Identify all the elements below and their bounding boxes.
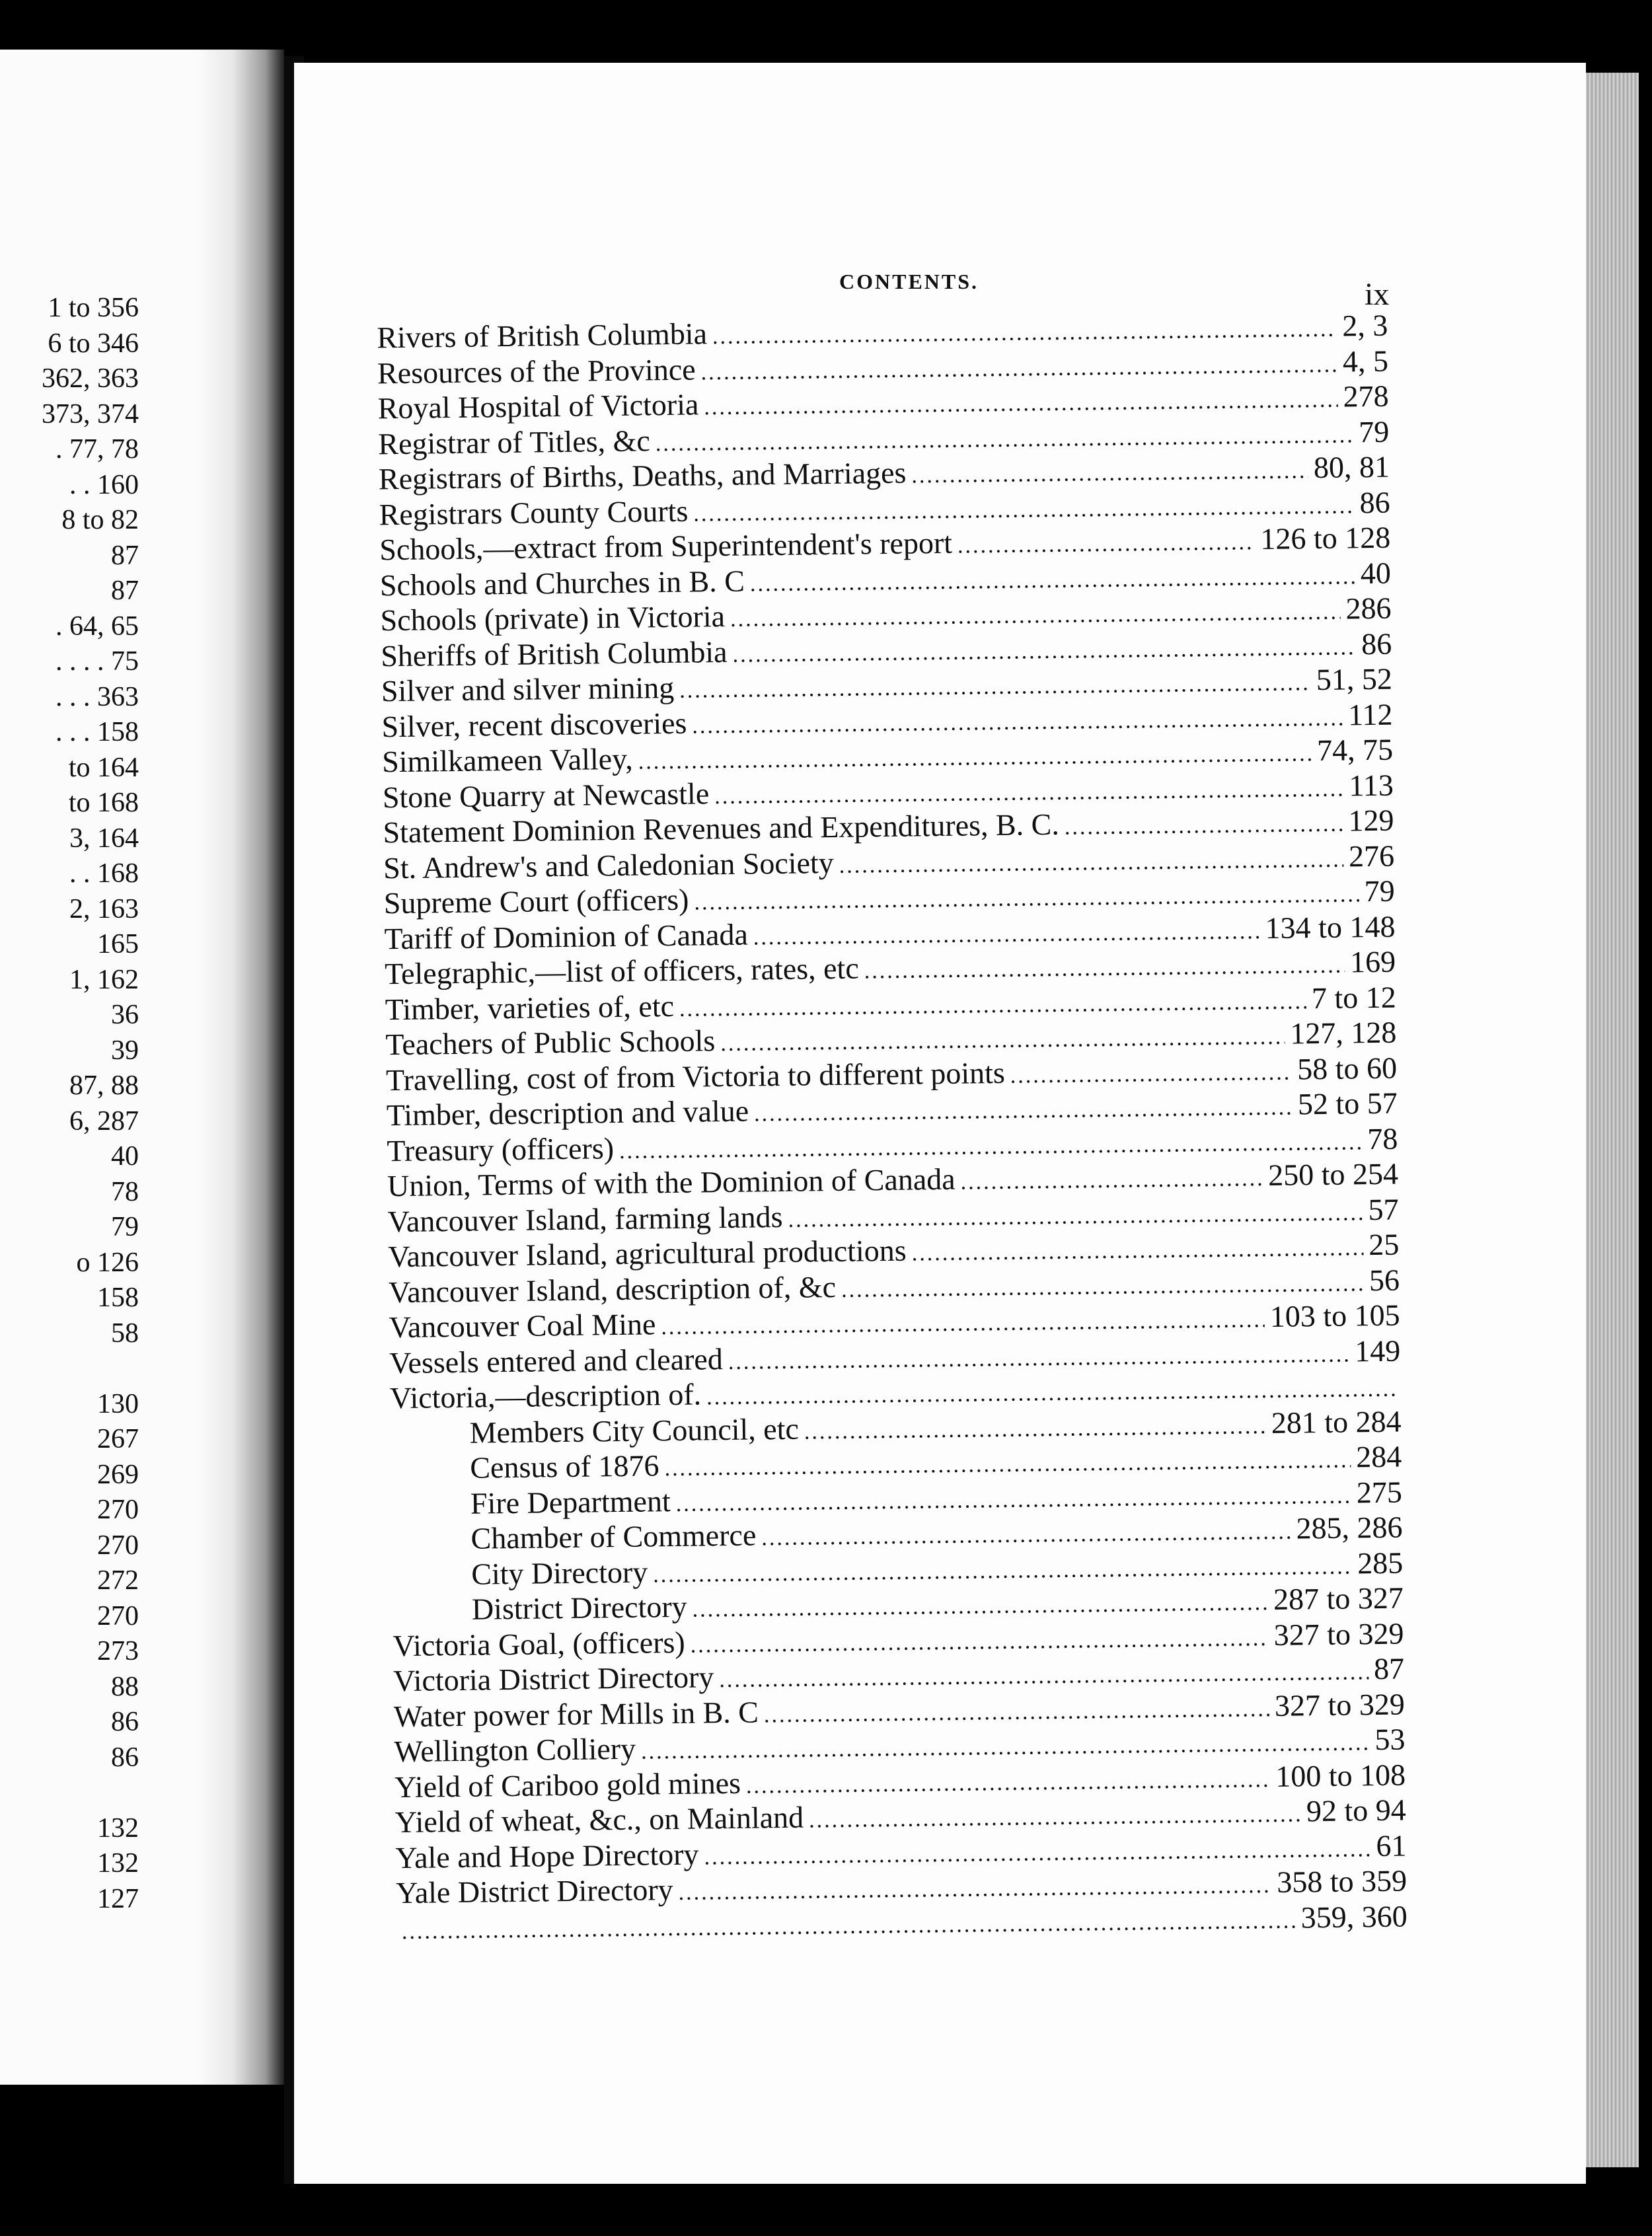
entry-label: Vessels entered and cleared xyxy=(389,1341,724,1380)
left-page-number: 165 xyxy=(97,929,139,959)
entry-label: Chamber of Commerce xyxy=(470,1518,757,1555)
entry-label: Yield of wheat, &c., on Mainland xyxy=(394,1800,804,1840)
entry-pages: 281 to 284 xyxy=(1271,1404,1402,1440)
dot-leader xyxy=(753,919,1260,950)
dot-leader xyxy=(911,459,1308,488)
entry-label: Census of 1876 xyxy=(469,1448,659,1485)
entry-label: Vancouver Island, description of, &c xyxy=(388,1269,837,1309)
left-page-numbers xyxy=(0,291,139,1917)
entry-pages: 79 xyxy=(1358,414,1390,449)
entry-label: District Directory xyxy=(471,1589,687,1626)
dot-leader xyxy=(960,1166,1263,1195)
entry-pages: 359, 360 xyxy=(1300,1898,1408,1934)
entry-pages: 113 xyxy=(1349,768,1394,802)
entry-pages: 103 to 105 xyxy=(1269,1298,1400,1333)
entry-label: Registrar of Titles, &c xyxy=(378,423,651,461)
left-page-number: 272 xyxy=(97,1565,139,1596)
left-page-number: 6, 287 xyxy=(69,1105,139,1137)
dot-leader xyxy=(864,953,1345,985)
entry-label: Victoria,—description of. xyxy=(389,1377,702,1415)
entry-label: Supreme Court (officers) xyxy=(383,882,689,920)
entry-label: Telegraphic,—list of officers, rates, etc xyxy=(384,951,859,991)
entry-label: Yale District Directory xyxy=(395,1873,673,1910)
entry-label: Wellington Colliery xyxy=(394,1731,636,1769)
entry-label: Yield of Cariboo gold mines xyxy=(394,1766,741,1804)
entry-label: Victoria District Directory xyxy=(393,1660,714,1698)
entry-pages: 286 xyxy=(1345,591,1392,626)
entry-pages: 149 xyxy=(1354,1333,1401,1368)
left-page-number: 373, 374 xyxy=(42,398,139,429)
left-page-number: 132 xyxy=(97,1812,139,1844)
left-page-number: 87, 88 xyxy=(69,1070,139,1101)
entry-label: Sheriffs of British Columbia xyxy=(380,634,728,673)
left-page-number: 267 xyxy=(97,1424,139,1454)
entry-pages: 275 xyxy=(1356,1475,1403,1509)
entry-pages: 358 to 359 xyxy=(1276,1863,1408,1899)
entry-label: Timber, description and value xyxy=(386,1094,749,1133)
left-page-number: 132 xyxy=(97,1848,139,1879)
entry-pages: 327 to 329 xyxy=(1274,1686,1406,1723)
dot-leader xyxy=(839,847,1344,878)
entry-label: Vancouver Coal Mine xyxy=(389,1307,656,1345)
left-page-number: 1, 162 xyxy=(69,964,139,995)
entry-pages: 78 xyxy=(1367,1121,1398,1156)
left-page-number: 270 xyxy=(97,1495,139,1525)
left-page-number: 78 xyxy=(111,1176,139,1207)
entry-pages: 134 to 148 xyxy=(1265,909,1396,945)
entry-pages: 278 xyxy=(1343,379,1389,414)
entry-pages: 127, 128 xyxy=(1290,1015,1397,1051)
dot-leader xyxy=(911,1236,1363,1266)
page-edges xyxy=(1586,73,1639,2167)
left-page-number: . 77, 78 xyxy=(56,434,139,465)
entry-label: Schools,—extract from Superintendent's report xyxy=(379,525,953,567)
left-page-number: o 126 xyxy=(76,1247,139,1278)
entry-label: Stone Quarry at Newcastle xyxy=(382,776,710,814)
entry-pages: 4, 5 xyxy=(1342,344,1389,378)
entry-pages: 285 xyxy=(1357,1546,1404,1580)
left-page-number: 1 to 356 xyxy=(48,293,139,323)
entry-pages: 100 to 108 xyxy=(1275,1757,1406,1793)
dot-leader xyxy=(1010,1060,1293,1088)
left-page-number: 130 xyxy=(97,1388,139,1419)
entry-label: Registrars County Courts xyxy=(379,494,689,531)
entry-label: Vancouver Island, farming lands xyxy=(387,1199,783,1238)
left-page-number: . . 168 xyxy=(69,858,139,889)
left-page-number: 58 xyxy=(111,1318,139,1349)
dot-leader xyxy=(957,530,1256,559)
entry-label: Resources of the Province xyxy=(377,352,696,390)
left-page-number: 270 xyxy=(97,1530,139,1561)
entry-pages: 129 xyxy=(1348,803,1394,838)
entry-label: Rivers of British Columbia xyxy=(377,317,708,355)
entry-pages: 126 to 128 xyxy=(1260,520,1391,556)
left-page-number: 127 xyxy=(97,1883,139,1914)
contents-list xyxy=(377,308,1408,1947)
entry-label: Registrars of Births, Deaths, and Marriages xyxy=(378,455,907,496)
left-page-number: 39 xyxy=(111,1035,139,1066)
left-page-number: 270 xyxy=(97,1600,139,1631)
left-page-number: 3, 164 xyxy=(69,823,139,854)
entry-pages: 2, 3 xyxy=(1341,308,1388,343)
entry-pages: 169 xyxy=(1349,944,1396,979)
left-page-number: 2, 163 xyxy=(69,893,139,924)
entry-pages: 74, 75 xyxy=(1316,732,1394,768)
dot-leader xyxy=(761,1520,1291,1551)
entry-label: Similkameen Valley, xyxy=(381,741,633,779)
dot-leader xyxy=(1065,812,1343,840)
left-page-number: 79 xyxy=(111,1212,139,1242)
entry-label: Union, Terms of with the Dominion of Canada xyxy=(387,1162,956,1203)
entry-label: Travelling, cost of from Victoria to different points xyxy=(385,1055,1006,1097)
dot-leader xyxy=(804,1414,1266,1445)
entry-label: Tariff of Dominion of Canada xyxy=(384,917,749,955)
entry-pages: 7 to 12 xyxy=(1311,980,1396,1015)
entry-pages: 56 xyxy=(1369,1263,1400,1297)
entry-label: Teachers of Public Schools xyxy=(385,1024,716,1062)
left-page-number: 269 xyxy=(97,1459,139,1490)
entry-label: Members City Council, etc xyxy=(469,1411,800,1450)
left-page-number: 86 xyxy=(111,1742,139,1773)
left-page-number: 8 to 82 xyxy=(61,505,139,535)
entry-pages: 327 to 329 xyxy=(1273,1616,1404,1652)
entry-label: Timber, varieties of, etc xyxy=(385,988,675,1026)
entry-label: Yale and Hope Directory xyxy=(395,1837,699,1875)
entry-label: Silver, recent discoveries xyxy=(381,706,687,743)
entry-label: Water power for Mills in B. C xyxy=(393,1694,759,1733)
left-page-number: . . . 363 xyxy=(56,681,139,712)
dot-leader xyxy=(841,1271,1364,1303)
left-page-number: 40 xyxy=(111,1141,139,1172)
left-page-number: 87 xyxy=(111,576,139,606)
entry-label: Statement Dominion Revenues and Expenditures, B. C. xyxy=(383,807,1060,850)
entry-pages: 40 xyxy=(1360,556,1392,590)
entry-pages: 51, 52 xyxy=(1316,661,1393,697)
entry-pages: 112 xyxy=(1347,697,1393,731)
entry-pages: 87 xyxy=(1373,1651,1405,1686)
entry-pages: 79 xyxy=(1364,874,1396,909)
entry-pages: 52 to 57 xyxy=(1297,1086,1398,1121)
left-page-number: 6 to 346 xyxy=(48,328,139,359)
entry-label: Fire Department xyxy=(470,1483,671,1520)
left-page-number: . . . . 75 xyxy=(56,646,139,677)
left-page-number: . . . 158 xyxy=(56,717,139,747)
entry-pages: 284 xyxy=(1355,1439,1402,1474)
left-page-number: to 164 xyxy=(68,752,139,783)
entry-label: St. Andrew's and Caledonian Society xyxy=(383,845,835,885)
entry-pages: 25 xyxy=(1368,1227,1400,1262)
left-page-gutter xyxy=(198,50,284,2085)
entry-label: Victoria Goal, (officers) xyxy=(393,1625,685,1662)
entry-pages: 287 to 327 xyxy=(1273,1581,1404,1616)
entry-label: Royal Hospital of Victoria xyxy=(377,387,699,426)
entry-pages: 86 xyxy=(1361,626,1392,661)
entry-label: Treasury (officers) xyxy=(387,1131,615,1168)
dot-leader xyxy=(746,1767,1271,1799)
left-page-number: 36 xyxy=(111,1000,139,1030)
dot-leader xyxy=(764,1696,1270,1727)
dot-leader xyxy=(754,1096,1293,1127)
left-page-number: to 168 xyxy=(68,788,139,818)
left-page-number: . . 160 xyxy=(69,469,139,500)
entry-label: Schools and Churches in B. C xyxy=(379,564,745,602)
entry-pages: 57 xyxy=(1368,1192,1399,1226)
entry-pages: 53 xyxy=(1374,1722,1406,1757)
entry-label: City Directory xyxy=(470,1554,648,1591)
left-page-number: 88 xyxy=(111,1671,139,1702)
entry-pages: 80, 81 xyxy=(1313,449,1390,485)
page-number: ix xyxy=(1365,277,1390,312)
entry-label: Schools (private) in Victoria xyxy=(380,599,726,638)
entry-pages: 58 to 60 xyxy=(1296,1051,1398,1086)
entry-pages: 276 xyxy=(1348,838,1395,873)
entry-pages: 92 to 94 xyxy=(1306,1793,1407,1828)
left-page-number: 273 xyxy=(97,1636,139,1666)
left-page-number: 158 xyxy=(97,1283,139,1313)
entry-label: Silver and silver mining xyxy=(381,670,675,708)
entry-pages: 61 xyxy=(1376,1828,1407,1863)
entry-pages: 285, 286 xyxy=(1296,1510,1403,1546)
entry-pages: 86 xyxy=(1359,485,1390,519)
running-head: CONTENTS. xyxy=(839,270,979,293)
left-page-number: 87 xyxy=(111,540,139,571)
left-page-number: 86 xyxy=(111,1707,139,1737)
left-page-number: 362, 363 xyxy=(42,363,139,394)
left-page-number: . 64, 65 xyxy=(56,611,139,642)
dot-leader xyxy=(809,1802,1301,1833)
entry-label: Vancouver Island, agricultural productions xyxy=(388,1233,907,1274)
entry-pages: 250 to 254 xyxy=(1267,1156,1399,1192)
